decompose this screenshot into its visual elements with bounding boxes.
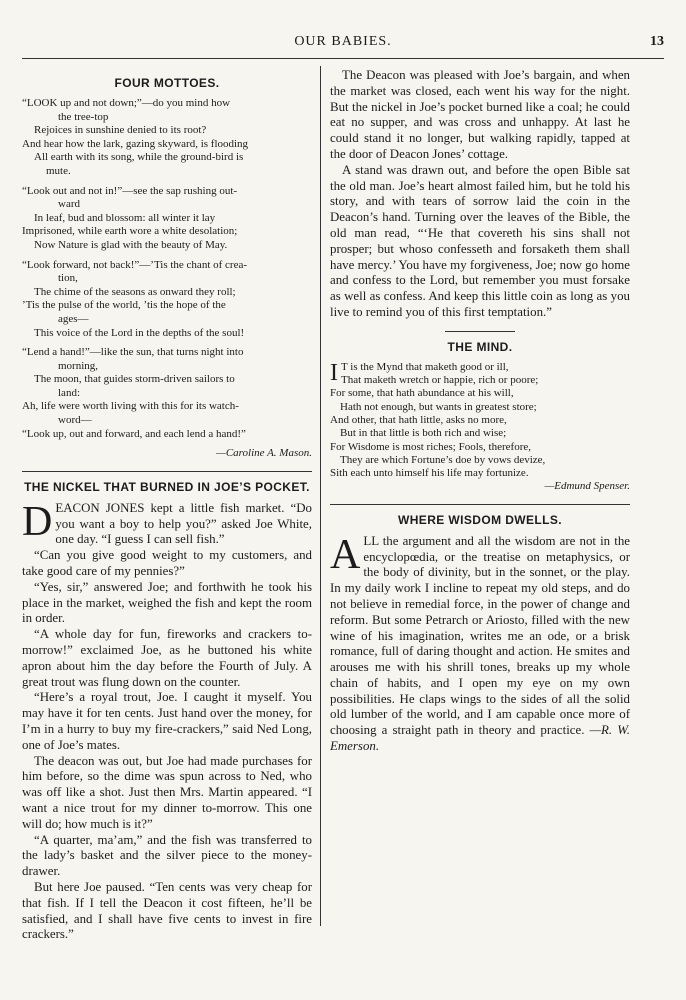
running-header — [22, 34, 664, 56]
paragraph: But here Joe paused. “Ten cents was very cheap for that fish. If I tell the Deacon it cost fifteen, he’ll be satisfied, and I shall have five cents to invest in fire crackers.” — [22, 879, 312, 942]
paragraph — [22, 498, 312, 548]
poem-line: mute. — [46, 164, 71, 177]
poem-line: For some, that hath abundance at his will, — [330, 387, 514, 400]
poem-line: The moon, that guides storm-driven sailors to — [34, 373, 235, 386]
poem-line: ward — [58, 198, 80, 211]
stanza-2 — [22, 185, 312, 253]
poem-line: All earth with its song, while the ground-bird is — [34, 151, 244, 164]
paragraph-text: EACON JONES kept a little fish market. “Do you want a boy to help you?” asked Joe White, one day. “I guess I can sell fish.” — [55, 500, 312, 547]
paragraph: The deacon was out, but Joe had made purchases for him before, so the dime was spun across to Ned, who was off like a shot. Just then Mrs. Martin appeared. “I want a nice trout for my dinner to-morrow. This one will do; how much is it?” — [22, 753, 312, 831]
poem-line: Now Nature is glad with the beauty of May. — [34, 238, 228, 251]
poem-line: Rejoices in sunshine denied to its root? — [34, 124, 207, 137]
mottoes-author: —Caroline A. Mason. — [216, 447, 312, 460]
poem-line: In leaf, bud and blossom: all winter it lay — [34, 211, 216, 224]
nickel-title: THE NICKEL THAT BURNED IN JOE’S POCKET. — [24, 479, 310, 494]
poem-line: Imprisoned, while earth wore a white desolation; — [22, 225, 238, 238]
poem-line: “Look forward, not back!”—’Tis the chant of crea- — [22, 258, 248, 271]
paragraph: “A quarter, ma’am,” and the fish was transferred to the lady’s basket and the silver piece to the money-drawer. — [22, 832, 312, 879]
nickel-story — [22, 498, 312, 943]
poem-line: But in that little is both rich and wise; — [340, 427, 507, 440]
header-rule — [22, 58, 664, 59]
stanza-3 — [22, 259, 312, 341]
paragraph — [330, 531, 631, 755]
poem-line: tion, — [58, 272, 78, 285]
poem-line: “Look up, out and forward, and each lend a hand!” — [22, 427, 246, 440]
left-column — [22, 68, 312, 943]
wisdom-text — [330, 531, 631, 755]
paragraph: “Here’s a royal trout, Joe. I caught it myself. You may have it for ten cents. Just hand over the money, for I’m in a hurry to buy my fire-crackers,” said Ned Long, one of Joe’s mates. — [22, 690, 312, 752]
poem-line: The chime of the seasons as onward they roll; — [34, 285, 236, 298]
poem-line: “Look out and not in!”—see the sap rushing out- — [22, 184, 238, 197]
poem-line: T is the Mynd that maketh good or ill, — [341, 360, 509, 373]
poem-line: And other, that hath little, asks no more, — [330, 413, 507, 426]
mind-title: THE MIND. — [447, 339, 513, 354]
page-number: 13 — [650, 34, 664, 49]
paragraph: “Can you give good weight to my customers, and take good care of my pennies?” — [22, 548, 312, 579]
poem-line: Sith each unto himself his life may fortunize. — [330, 467, 529, 480]
section-rule — [330, 504, 630, 505]
poem-line: They are which Fortune’s doe by vows devize, — [340, 453, 546, 466]
column-divider — [320, 66, 321, 926]
nickel-story-continued — [330, 68, 630, 321]
poem-line: For Wisdome is most riches; Fools, therefore, — [330, 440, 531, 453]
poem-line: word— — [58, 414, 92, 427]
poem-line: ages— — [58, 312, 89, 325]
mind-poem — [330, 361, 630, 494]
stanza-1 — [22, 97, 312, 179]
poem-line: “LOOK up and not down;”—do you mind how — [22, 97, 231, 109]
poem-line: “Lend a hand!”—like the sun, that turns night into — [22, 346, 244, 359]
wisdom-title: WHERE WISDOM DWELLS. — [398, 512, 562, 527]
poem-line: Hath not enough, but wants in greatest store; — [340, 400, 537, 413]
paragraph: A stand was drawn out, and before the open Bible sat the old man. Joe’s heart almost failed him, but he told his story, and with tears of sorrow laid the coin in the Deacon’s hand. Turning over the leaves of the Bible, the old man read, “‘He that covereth his sins shall not prosper; but whoso confesseth and forsaketh them shall have mercy.’ You have my forgiveness, Joe; now go home and confess to the Lord, but remember you must forsake as well as confess. And keep this little coin as long as you live to remind you of this first temptation.” — [330, 162, 630, 319]
poem-line: the tree-top — [58, 110, 109, 123]
mottoes-title: FOUR MOTTOES. — [114, 76, 220, 90]
mottoes-poem — [22, 97, 312, 461]
wisdom-author: —R. W. Emerson. — [330, 723, 631, 754]
poem-line: land: — [58, 386, 80, 399]
section-rule — [445, 331, 515, 332]
stanza-4 — [22, 346, 312, 441]
poem-line: Ah, life were worth living with this for its watch- — [22, 400, 239, 413]
drop-cap: D — [22, 498, 53, 545]
paragraph: “Yes, sir,” answered Joe; and forthwith he took his place in the market, weighed the fish and kept the room in order. — [22, 579, 312, 626]
poem-line: This voice of the Lord in the depths of the soul! — [34, 326, 245, 339]
poem-line: morning, — [58, 359, 99, 372]
poem-line: And hear how the lark, gazing skyward, is flooding — [22, 137, 249, 150]
right-column — [330, 68, 630, 755]
poem-line: That maketh wretch or happie, rich or poore; — [341, 374, 539, 387]
paragraph: The Deacon was pleased with Joe’s bargain, and when the market was closed, each went his way for the night. But the nickel in Joe’s pocket burned like a coal; he could eat no supper, and was cross and unhappy. At last he could stand it no longer, but walking rapidly, tapped at the door of Deacon Jones’ cottage. — [330, 68, 630, 161]
paragraph-text: LL the argument and all the wisdom are not in the encyclopœdia, or the treatise on metaphysics, or the body of divinity, but in the sonnet, or the play. In my daily work I incline to repeat my old steps, and do not believe in remedial force, in the power of change and reform. But some Petrarch or Ariosto, filled with the new wine of his imagination, writes me an ode, or a brisk romance, full of daring thought and action. He smites and arouses me with his shrill tones, breaks up my whole chain of habits, and I open my eye on my own possibilities. He claps wings to the sides of all the solid old lumber of the world, and I am capable once more of choosing a straight path in theory and practice. — [330, 533, 630, 738]
drop-cap: I — [330, 359, 338, 386]
paragraph: “A whole day for fun, fireworks and crackers to-morrow!” exclaimed Joe, as he buttoned his white apron about him the day before the Fourth of July. A great trout was flung down on the counter. — [22, 627, 312, 689]
drop-cap: A — [330, 531, 361, 578]
magazine-title: OUR BABIES. — [294, 34, 392, 49]
poem-line: ’Tis the pulse of the world, ’tis the hope of the — [22, 299, 226, 312]
section-rule — [22, 471, 312, 472]
mind-author: —Edmund Spenser. — [544, 480, 630, 493]
